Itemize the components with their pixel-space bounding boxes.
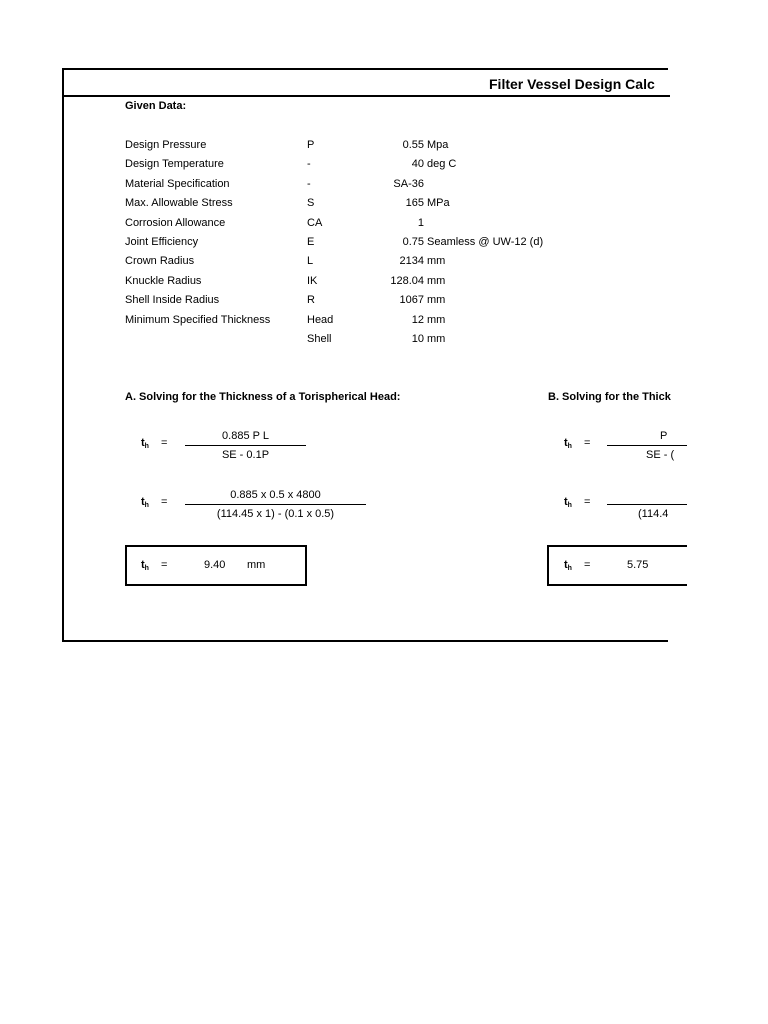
given-value: SA-36 — [393, 178, 424, 190]
given-value: 10 — [411, 333, 424, 345]
section-a-result-var: $t_h$ — [141, 559, 149, 572]
given-label: Minimum Specified Thickness — [125, 314, 271, 326]
given-label: Crown Radius — [125, 255, 195, 267]
section-a-subst-var: $t_h$ — [141, 496, 149, 509]
given-unit: mm — [427, 314, 446, 326]
given-label: Corrosion Allowance — [125, 217, 226, 229]
section-b-heading: B. Solving for the Thick — [548, 391, 671, 403]
given-label: Max. Allowable Stress — [125, 197, 233, 209]
given-value: 165 — [405, 197, 424, 209]
given-value: 12 — [411, 314, 424, 326]
given-unit: mm — [427, 294, 446, 306]
section-a-subst-equals: = — [161, 496, 168, 508]
given-label: Joint Efficiency — [125, 236, 199, 248]
given-unit: mm — [427, 275, 446, 287]
given-symbol: CA — [307, 217, 323, 229]
section-a-formula-fraction-bar — [185, 445, 306, 446]
given-symbol: IK — [307, 275, 318, 287]
section-b-formula-equals: = — [584, 437, 591, 449]
section-b-result-value: 5.75 — [627, 559, 649, 571]
section-b-subst-denominator: (114.4 — [638, 508, 669, 520]
given-symbol: P — [307, 139, 315, 151]
given-symbol: - — [307, 158, 311, 170]
section-a-result-value: 9.40 — [204, 559, 226, 571]
section-a-formula-denominator: SE - 0.1P — [221, 449, 270, 461]
section-b-formula-var: $t_h$ — [564, 437, 572, 450]
section-a-result-unit: mm — [247, 559, 266, 571]
section-a-subst-numerator: 0.885 x 0.5 x 4800 — [230, 489, 321, 501]
section-a-formula-equals: = — [161, 437, 168, 449]
section-b-subst-equals: = — [584, 496, 591, 508]
section-b-formula-numerator: P — [660, 430, 668, 442]
given-label: Material Specification — [125, 178, 230, 190]
given-unit: deg C — [427, 158, 457, 170]
section-b-subst-var: $t_h$ — [564, 496, 572, 509]
section-b-result-equals: = — [584, 559, 591, 571]
given-unit: mm — [427, 255, 446, 267]
section-b-subst-fraction-bar — [607, 504, 687, 505]
given-symbol: E — [307, 236, 315, 248]
given-symbol: Head — [307, 314, 334, 326]
given-unit: mm — [427, 333, 446, 345]
title-divider — [64, 95, 670, 97]
given-label: Knuckle Radius — [125, 275, 202, 287]
given-unit: Mpa — [427, 139, 449, 151]
given-symbol: R — [307, 294, 315, 306]
sheet-title: Filter Vessel Design Calc — [489, 76, 655, 92]
given-value: 40 — [411, 158, 424, 170]
given-symbol: L — [307, 255, 314, 267]
section-a-result-equals: = — [161, 559, 168, 571]
section-b-formula-fraction-bar — [607, 445, 687, 446]
given-label: Design Pressure — [125, 139, 207, 151]
given-symbol: - — [307, 178, 311, 190]
given-value: 1067 — [399, 294, 424, 306]
section-b-result-box — [547, 545, 687, 586]
section-a-result-box — [125, 545, 307, 586]
given-label: Shell Inside Radius — [125, 294, 220, 306]
given-value: 1 — [417, 217, 424, 229]
section-b-result-var: $t_h$ — [564, 559, 572, 572]
given-unit: MPa — [427, 197, 450, 209]
given-symbol: Shell — [307, 333, 332, 345]
section-a-heading: A. Solving for the Thickness of a Torispherical Head: — [125, 391, 401, 403]
given-data-heading: Given Data: — [125, 100, 187, 112]
section-a-formula-var: $t_h$ — [141, 437, 149, 450]
given-label: Design Temperature — [125, 158, 224, 170]
section-b-formula-denominator: SE - ( — [646, 449, 675, 461]
given-symbol: S — [307, 197, 315, 209]
section-a-subst-denominator: (114.45 x 1) - (0.1 x 0.5) — [216, 508, 335, 520]
section-a-formula-numerator: 0.885 P L — [222, 430, 269, 442]
given-value: 128.04 — [390, 275, 424, 287]
given-value: 2134 — [399, 255, 424, 267]
given-value: 0.75 — [402, 236, 424, 248]
calculation-sheet — [62, 68, 675, 642]
given-value: 0.55 — [402, 139, 424, 151]
given-unit: Seamless @ UW-12 (d) — [427, 236, 544, 248]
section-a-subst-fraction-bar — [185, 504, 366, 505]
